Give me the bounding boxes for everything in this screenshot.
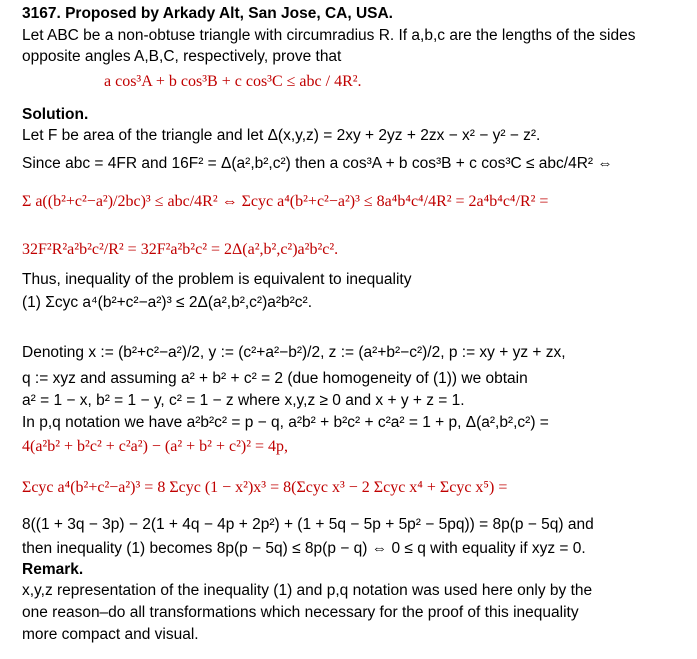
- solution-line-13: 8((1 + 3q − 3p) − 2(1 + 4q − 4p + 2p²) + (1 + 5q − 5p + 5p² − 5pq)) = 8p(p − 5q) and: [22, 516, 594, 533]
- solution-line-8: q := xyz and assuming a² + b² + c² = 2 (due homogeneity of (1)) we obtain: [22, 370, 528, 387]
- remark-line-3: more compact and visual.: [22, 626, 199, 643]
- solution-line-14: then inequality (1) becomes 8p(p − 5q) ≤ 8p(p − q) ⇔ 0 ≤ q with equality if xyz = 0.: [22, 540, 586, 557]
- problem-statement-1: Let ABC be a non-obtuse triangle with circumradius R. If a,b,c are the lengths of the sides: [22, 27, 636, 44]
- problem-statement-2: opposite angles A,B,C, respectively, prove that: [22, 48, 342, 65]
- remark-line-2: one reason–do all transformations which necessary for the proof of this inequality: [22, 604, 579, 621]
- solution-line-5: Thus, inequality of the problem is equivalent to inequality: [22, 271, 412, 288]
- solution-line-12: Σcyc a⁴(b²+c²−a²)³ = 8 Σcyc (1 − x²)x³ = 8(Σcyc x³ − 2 Σcyc x⁴ + Σcyc x⁵) =: [22, 479, 508, 496]
- solution-heading: Solution.: [22, 106, 89, 123]
- solution-line-3: Σ a((b²+c²−a²)/2bc)³ ≤ abc/4R² ⇔ Σcyc a⁴(b²+c²−a²)³ ≤ 8a⁴b⁴c⁴/4R² = 2a⁴b⁴c⁴/R² =: [22, 193, 549, 210]
- solution-line-1: Let F be area of the triangle and let Δ(x,y,z) = 2xy + 2yz + 2zx − x² − y² − z².: [22, 127, 541, 144]
- remark-line-1: x,y,z representation of the inequality (1) and p,q notation was used here only by the: [22, 582, 593, 599]
- solution-line-11: 4(a²b² + b²c² + c²a²) − (a² + b² + c²)² = 4p,: [22, 438, 289, 455]
- remark-heading: Remark.: [22, 561, 84, 578]
- problem-title: 3167. Proposed by Arkady Alt, San Jose, CA, USA.: [22, 5, 393, 22]
- solution-line-7: Denoting x := (b²+c²−a²)/2, y := (c²+a²−b²)/2, z := (a²+b²−c²)/2, p := xy + yz + zx,: [22, 344, 566, 361]
- problem-formula: a cos³A + b cos³B + c cos³C ≤ abc / 4R².: [104, 73, 362, 90]
- solution-line-10: In p,q notation we have a²b²c² = p − q, a²b² + b²c² + c²a² = 1 + p, Δ(a²,b²,c²) =: [22, 414, 549, 431]
- solution-line-2: Since abc = 4FR and 16F² = Δ(a²,b²,c²) then a cos³A + b cos³B + c cos³C ≤ abc/4R² ⇔: [22, 155, 613, 172]
- solution-line-9: a² = 1 − x, b² = 1 − y, c² = 1 − z where x,y,z ≥ 0 and x + y + z = 1.: [22, 392, 465, 409]
- solution-line-4: 32F²R²a²b²c²/R² = 32F²a²b²c² = 2Δ(a²,b²,c²)a²b²c².: [22, 241, 339, 258]
- solution-line-6: (1) Σcyc a⁴(b²+c²−a²)³ ≤ 2Δ(a²,b²,c²)a²b²c².: [22, 294, 313, 311]
